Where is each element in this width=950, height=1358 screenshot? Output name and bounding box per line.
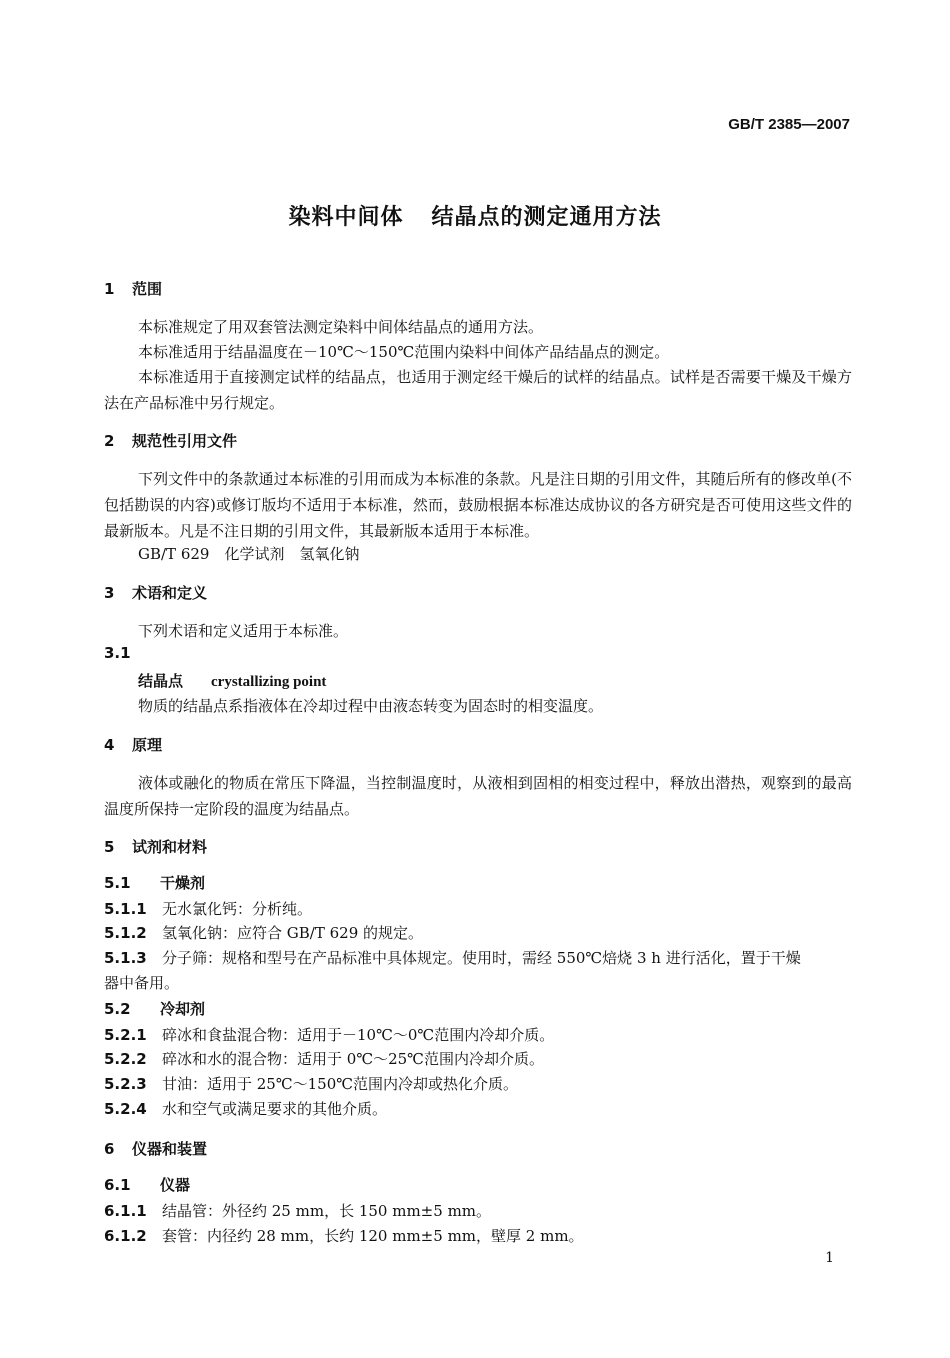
s3-paragraph-1: 下列术语和定义适用于本标准。 (138, 622, 349, 640)
standard-code: GB/T 2385—2007 (728, 116, 850, 133)
section-3-heading (104, 582, 207, 603)
item-text: 氢氧化钠：应符合 GB/T 629 的规定。 (162, 924, 423, 942)
item-text: 碎冰和水的混合物：适用于 0℃～25℃范围内冷却介质。 (162, 1050, 544, 1068)
section-number: 5 (104, 838, 115, 856)
title-part-2: 结晶点的测定通用方法 (431, 205, 662, 230)
section-title: 试剂和材料 (132, 838, 208, 856)
item-6-1-2 (104, 1225, 584, 1246)
section-2-heading (104, 430, 237, 451)
term-chinese: 结晶点 (138, 672, 184, 690)
s2-paragraph-1: 下列文件中的条款通过本标准的引用而成为本标准的条款。凡是注日期的引用文件，其随后所有的修改单(不包括勘误的内容)或修订版均不适用于本标准，然而，鼓励根据本标准达成协议的各方研究是否可使用这些文件的最新版本。凡是不注日期的引用文件，其最新版本适用于本标准。 (104, 470, 852, 540)
document-title (0, 200, 950, 231)
term-english: crystallizing point (211, 674, 327, 690)
item-5-2-4 (104, 1098, 387, 1119)
subclause-title: 干燥剂 (160, 874, 206, 892)
item-number: 5.2.2 (104, 1050, 147, 1068)
section-5-heading (104, 836, 207, 857)
section-4-heading (104, 734, 162, 755)
item-number: 6.1.2 (104, 1227, 147, 1245)
title-part-1: 染料中间体 (288, 205, 404, 230)
section-number: 1 (104, 280, 115, 298)
term-entry (138, 670, 326, 691)
item-number: 5.2.3 (104, 1075, 147, 1093)
item-5-2-3 (104, 1073, 518, 1094)
s1-paragraph-1: 本标准规定了用双套管法测定染料中间体结晶点的通用方法。 (138, 318, 544, 336)
clause-3-1-number: 3.1 (104, 644, 131, 662)
subclause-5-1 (104, 872, 205, 893)
item-number: 5.2.1 (104, 1026, 147, 1044)
item-5-1-1 (104, 898, 312, 919)
item-text: 甘油：适用于 25℃～150℃范围内冷却或热化介质。 (162, 1075, 519, 1093)
s1-paragraph-2: 本标准适用于结晶温度在－10℃～150℃范围内染料中间体产品结晶点的测定。 (138, 343, 670, 361)
subclause-5-2 (104, 998, 205, 1019)
section-number: 2 (104, 432, 115, 450)
normative-reference (138, 543, 360, 564)
item-text: 无水氯化钙：分析纯。 (162, 900, 313, 918)
item-5-2-1 (104, 1024, 554, 1045)
subclause-title: 冷却剂 (160, 1000, 206, 1018)
item-text: 套管：内径约 28 mm，长约 120 mm±5 mm，壁厚 2 mm。 (162, 1227, 584, 1245)
item-5-1-3 (104, 947, 801, 968)
section-title: 范围 (132, 280, 163, 298)
section-title: 原理 (132, 736, 163, 754)
item-number: 5.1.3 (104, 949, 147, 967)
term-definition: 物质的结晶点系指液体在冷却过程中由液态转变为固态时的相变温度。 (138, 697, 604, 715)
section-title: 术语和定义 (132, 584, 208, 602)
section-number: 4 (104, 736, 115, 754)
section-number: 6 (104, 1140, 115, 1158)
section-6-heading (104, 1138, 207, 1159)
item-text: 水和空气或满足要求的其他介质。 (162, 1100, 388, 1118)
item-5-2-2 (104, 1048, 544, 1069)
s1-paragraph-3: 本标准适用于直接测定试样的结晶点，也适用于测定经干燥后的试样的结晶点。试样是否需要干燥及干燥方法在产品标准中另行规定。 (104, 368, 852, 412)
reference-code: GB/T 629 (138, 545, 210, 563)
section-title: 仪器和装置 (132, 1140, 208, 1158)
subclause-number: 5.1 (104, 874, 131, 892)
section-number: 3 (104, 584, 115, 602)
item-5-1-3-continuation: 器中备用。 (104, 974, 180, 992)
page-number: 1 (825, 1250, 834, 1266)
item-number: 6.1.1 (104, 1202, 147, 1220)
item-number: 5.1.1 (104, 900, 147, 918)
section-title: 规范性引用文件 (132, 432, 238, 450)
s4-paragraph-1: 液体或融化的物质在常压下降温，当控制温度时，从液相到固相的相变过程中，释放出潜热，观察到的最高温度所保持一定阶段的温度为结晶点。 (104, 774, 852, 818)
reference-title: 化学试剂 氢氧化钠 (224, 545, 360, 563)
item-number: 5.1.2 (104, 924, 147, 942)
item-5-1-2 (104, 922, 423, 943)
subclause-title: 仪器 (160, 1176, 191, 1194)
section-1-heading (104, 278, 162, 299)
item-6-1-1 (104, 1200, 491, 1221)
item-text: 分子筛：规格和型号在产品标准中具体规定。使用时，需经 550℃焙烧 3 h 进行活化，置于干燥 (162, 949, 801, 967)
subclause-6-1 (104, 1174, 190, 1195)
subclause-number: 5.2 (104, 1000, 131, 1018)
item-text: 结晶管：外径约 25 mm，长 150 mm±5 mm。 (162, 1202, 492, 1220)
subclause-number: 6.1 (104, 1176, 131, 1194)
item-number: 5.2.4 (104, 1100, 147, 1118)
item-text: 碎冰和食盐混合物：适用于－10℃～0℃范围内冷却介质。 (162, 1026, 555, 1044)
